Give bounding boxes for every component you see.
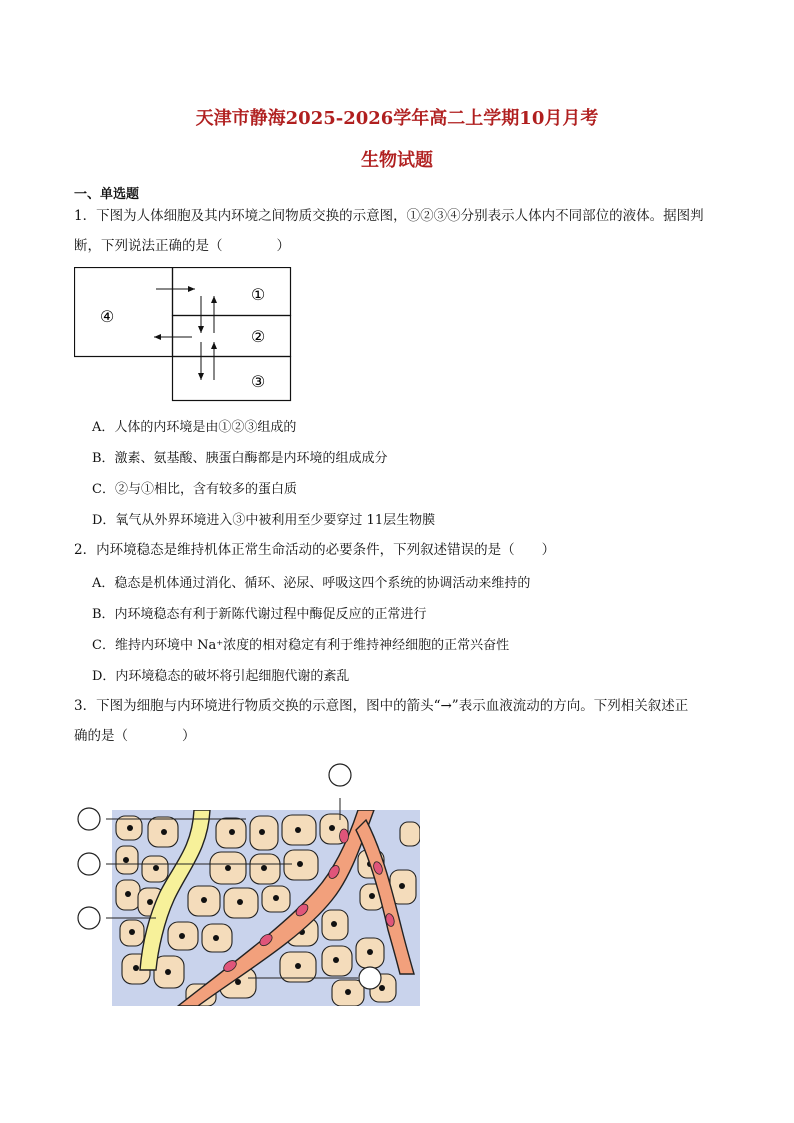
diagram-label-3: ③ [250,372,266,391]
label-4-circle [78,907,100,929]
q2-option-b: B．内环境稳态有利于新陈代谢过程中酶促反应的正常进行 [92,607,427,622]
exam-title: 天津市静海2025-2026学年高二上学期10月月考 [195,108,599,129]
q1-option-b: B．激素、氨基酸、胰蛋白酶都是内环境的组成成分 [92,451,388,466]
exam-subtitle: 生物试题 [361,150,433,171]
diagram-label-1: ① [250,285,266,304]
q3-stem-line1: 3．下图为细胞与内环境进行物质交换的示意图，图中的箭头“→”表示血液流动的方向。下列相关叙述正 [74,698,689,714]
q2-option-a: A．稳态是机体通过消化、循环、泌尿、呼吸这四个系统的协调活动来维持的 [92,576,531,591]
box-1 [173,268,291,316]
diagram-label-2: ② [250,327,266,346]
box-4 [75,268,173,357]
q3-stem-line2: 确的是（ ） [74,728,196,744]
q1-stem-line2: 断，下列说法正确的是（ ） [74,238,290,254]
diagram-label-4: ④ [99,307,115,326]
q1-stem-line1: 1．下图为人体细胞及其内环境之间物质交换的示意图，①②③④分别表示人体内不同部位的液体。据图判 [74,208,704,224]
box-2 [173,316,291,357]
q1-option-d: D．氧气从外界环境进入③中被利用至少要穿过 11层生物膜 [92,513,436,528]
q1-option-a: A．人体的内环境是由①②③组成的 [92,420,297,435]
box-3 [173,357,291,401]
q1-diagram [74,267,294,403]
label-2-circle [78,808,100,830]
section-heading: 一、单选题 [74,187,140,202]
q2-option-d: D．内环境稳态的破坏将引起细胞代谢的紊乱 [92,669,350,684]
label-5-circle [329,764,351,786]
q3-tissue-diagram [70,760,430,1010]
q1-option-c: C．②与①相比，含有较多的蛋白质 [92,482,297,497]
label-3-circle [78,853,100,875]
label-1-circle [359,967,381,989]
q2-stem: 2．内环境稳态是维持机体正常生命活动的必要条件，下列叙述错误的是（ ） [74,542,556,558]
q2-option-c: C．维持内环境中 Na⁺浓度的相对稳定有利于维持神经细胞的正常兴奋性 [92,638,510,653]
